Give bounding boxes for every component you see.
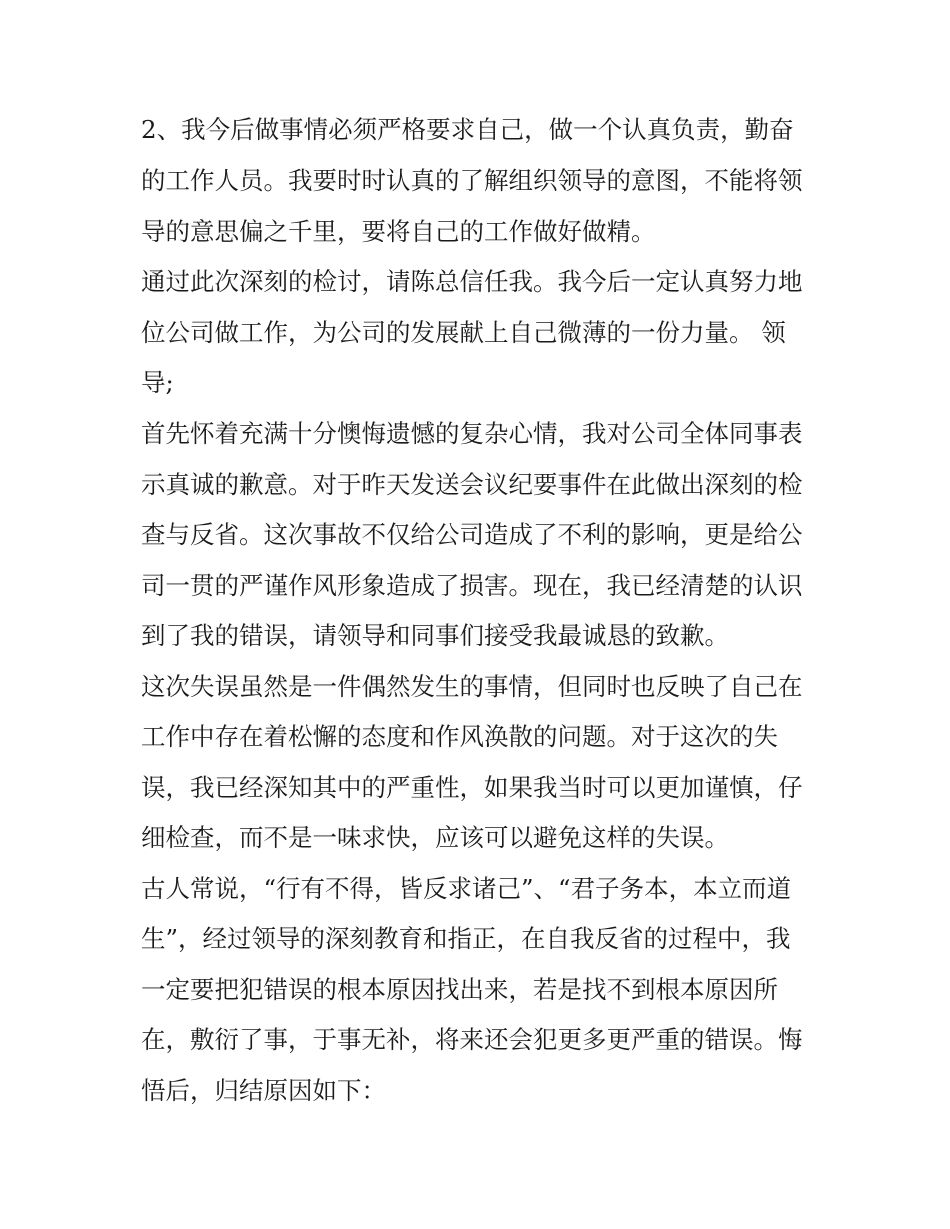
text-line: 首先怀着充满十分懊悔遗憾的复杂心情，我对公司全体同事表 xyxy=(141,419,803,448)
text-line: 生”，经过领导的深刻教育和指正，在自我反省的过程中，我 xyxy=(141,924,791,953)
text-line: 查与反省。这次事故不仅给公司造成了不利的影响，更是给公 xyxy=(141,520,803,549)
text-line: 细检查，而不是一味求快，应该可以避免这样的失误。 xyxy=(141,823,729,852)
text-line: 误，我已经深知其中的严重性，如果我当时可以更加谨慎，仔 xyxy=(141,773,803,802)
text-line: 工作中存在着松懈的态度和作风涣散的问题。对于这次的失 xyxy=(141,722,778,751)
text-line: 悟后，归结原因如下： xyxy=(141,1076,386,1105)
text-line: 位公司做工作，为公司的发展献上自己微薄的一份力量。 领 xyxy=(141,318,786,347)
text-line: 在，敷衍了事，于事无补，将来还会犯更多更严重的错误。悔 xyxy=(141,1025,803,1054)
text-line: 这次失误虽然是一件偶然发生的事情，但同时也反映了自己在 xyxy=(141,672,803,701)
text-line: 一定要把犯错误的根本原因找出来，若是找不到根本原因所 xyxy=(141,975,778,1004)
text-line: 到了我的错误，请领导和同事们接受我最诚恳的致歉。 xyxy=(141,621,729,650)
text-line: 古人常说，“行有不得，皆反求诸己”、“君子务本，本立而道 xyxy=(141,874,792,903)
text-line: 导的意思偏之千里，要将自己的工作做好做精。 xyxy=(141,217,656,246)
text-line: 通过此次深刻的检讨，请陈总信任我。我今后一定认真努力地 xyxy=(141,267,803,296)
text-line: 司一贯的严谨作风形象造成了损害。现在，我已经清楚的认识 xyxy=(141,571,803,600)
text-line: 示真诚的歉意。对于昨天发送会议纪要事件在此做出深刻的检 xyxy=(141,470,803,499)
text-line: 导; xyxy=(141,368,174,397)
text-line: 2、我今后做事情必须严格要求自己，做一个认真负责，勤奋 xyxy=(141,115,794,144)
text-line: 的工作人员。我要时时认真的了解组织领导的意图，不能将领 xyxy=(141,166,803,195)
